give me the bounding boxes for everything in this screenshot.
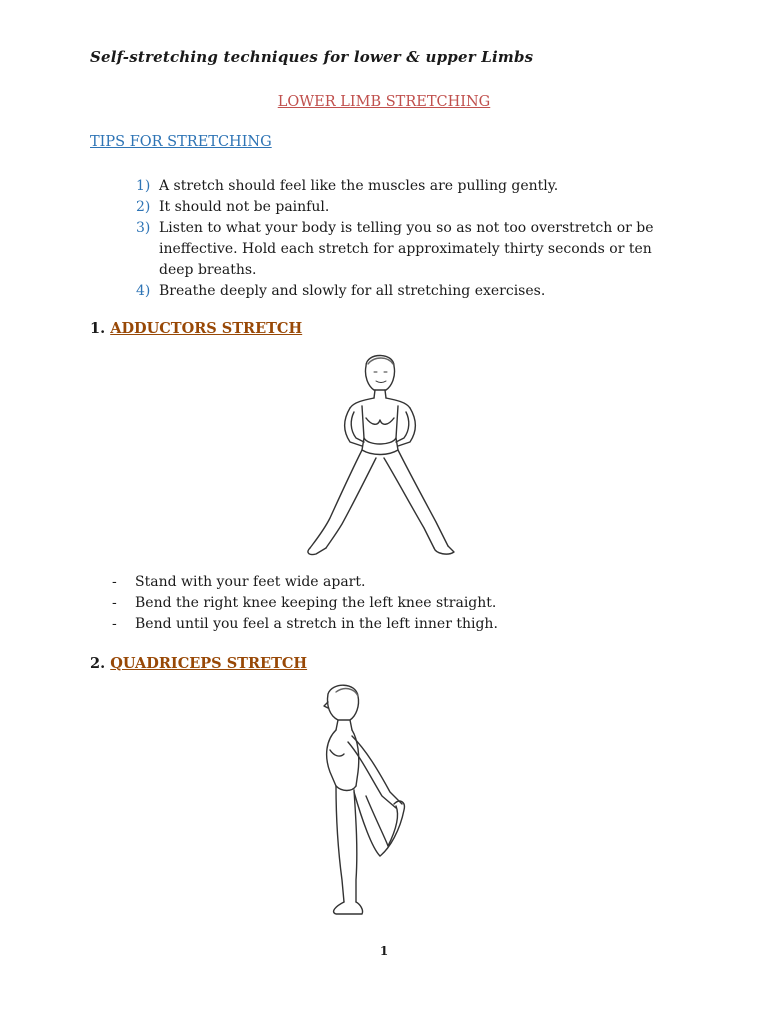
list-item-text: Breathe deeply and slowly for all stretching exercises. [159,283,546,299]
adductors-stretch-figure [296,346,466,560]
exercise-name: ADDUCTORS STRETCH [110,320,303,337]
page-number: 1 [379,944,389,958]
list-number: 4) [136,283,151,299]
list-dash: - [112,574,117,590]
list-item-text: Listen to what your body is telling you so as not too overstretch or be ineffective. Hold each stretch for approximately thirty seconds or ten deep breaths. [159,220,654,278]
page-header: Self-stretching techniques for lower & upper Limbs [90,48,534,66]
list-item [136,176,676,197]
tips-title: TIPS FOR STRETCHING [90,134,272,150]
list-number: 3) [136,220,151,236]
list-number: 1) [136,178,151,194]
list-item [136,197,676,218]
adductors-instructions [112,572,672,635]
exercise-name: QUADRICEPS STRETCH [110,655,308,672]
list-item [112,593,672,614]
list-item-text: Bend until you feel a stretch in the left inner thigh. [135,616,498,632]
list-item-text: Stand with your feet wide apart. [135,574,366,590]
list-item-text: A stretch should feel like the muscles are pulling gently. [159,178,559,194]
list-dash: - [112,616,117,632]
exercise-heading-quadriceps [90,655,307,672]
list-dash: - [112,595,117,611]
quadriceps-stretch-figure [306,680,416,920]
list-item [112,572,672,593]
list-item-text: Bend the right knee keeping the left knee straight. [135,595,497,611]
list-item [112,614,672,635]
list-item-text: It should not be painful. [159,199,330,215]
exercise-number: 2. [90,655,106,672]
exercise-heading-adductors [90,320,302,337]
tips-list [136,176,676,302]
section-title: LOWER LIMB STRETCHING [277,94,491,110]
exercise-number: 1. [90,320,106,337]
list-number: 2) [136,199,151,215]
list-item [136,218,676,281]
list-item [136,281,676,302]
